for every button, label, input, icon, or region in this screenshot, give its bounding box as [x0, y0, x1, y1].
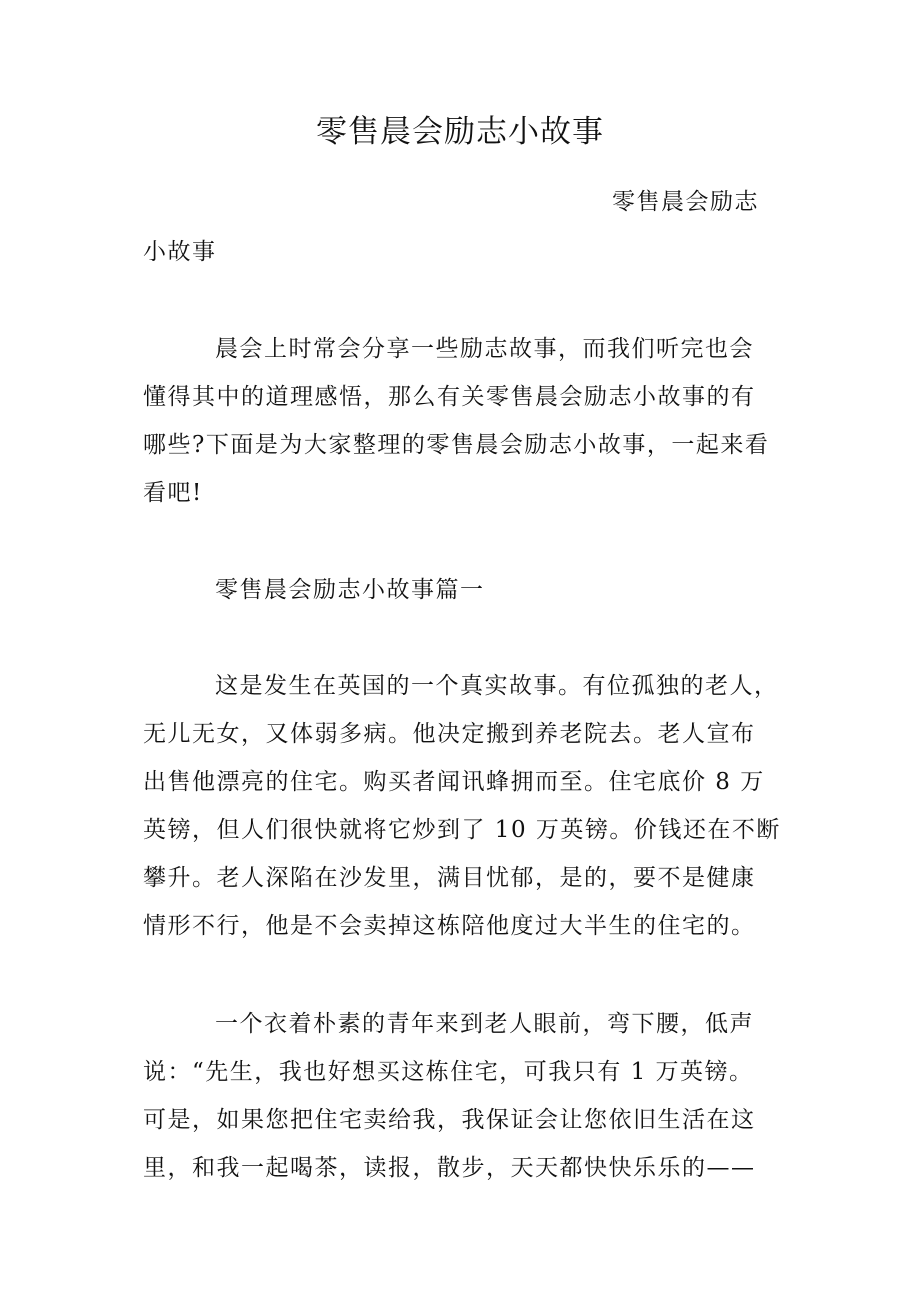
- section-heading: 零售晨会励志小故事篇一: [215, 577, 485, 603]
- paragraph-line: 可是，如果您把住宅卖给我，我保证会让您依旧生活在这: [143, 1107, 756, 1133]
- paragraph-line: 出售他漂亮的住宅。购买者闻讯蜂拥而至。住宅底价 8 万: [143, 769, 765, 795]
- paragraph-line: 说：“先生，我也好想买这栋住宅，可我只有 1 万英镑。: [143, 1059, 754, 1085]
- paragraph-line: 看吧!: [143, 480, 203, 506]
- paragraph-line: 情形不行，他是不会卖掉这栋陪他度过大半生的住宅的。: [143, 913, 756, 939]
- document-title: 零售晨会励志小故事: [316, 114, 604, 150]
- paragraph-line: 无儿无女，又体弱多病。他决定搬到养老院去。老人宣布: [143, 721, 756, 747]
- paragraph-line: 哪些?下面是为大家整理的零售晨会励志小故事，一起来看: [143, 432, 770, 458]
- paragraph-line: 攀升。老人深陷在沙发里，满目忧郁，是的，要不是健康: [143, 865, 756, 891]
- paragraph-line: 英镑，但人们很快就将它炒到了 10 万英镑。价钱还在不断: [143, 817, 781, 843]
- paragraph-line: 这是发生在英国的一个真实故事。有位孤独的老人，: [215, 673, 779, 699]
- subtitle-line-2: 小故事: [143, 239, 217, 265]
- subtitle-line-1: 零售晨会励志: [612, 189, 759, 215]
- paragraph-line: 懂得其中的道理感悟，那么有关零售晨会励志小故事的有: [143, 384, 756, 410]
- paragraph-line: 一个衣着朴素的青年来到老人眼前，弯下腰，低声: [215, 1011, 754, 1037]
- paragraph-line: 晨会上时常会分享一些励志故事，而我们听完也会: [215, 336, 754, 362]
- paragraph-line: 里，和我一起喝茶，读报，散步，天天都快快乐乐的——: [143, 1155, 756, 1181]
